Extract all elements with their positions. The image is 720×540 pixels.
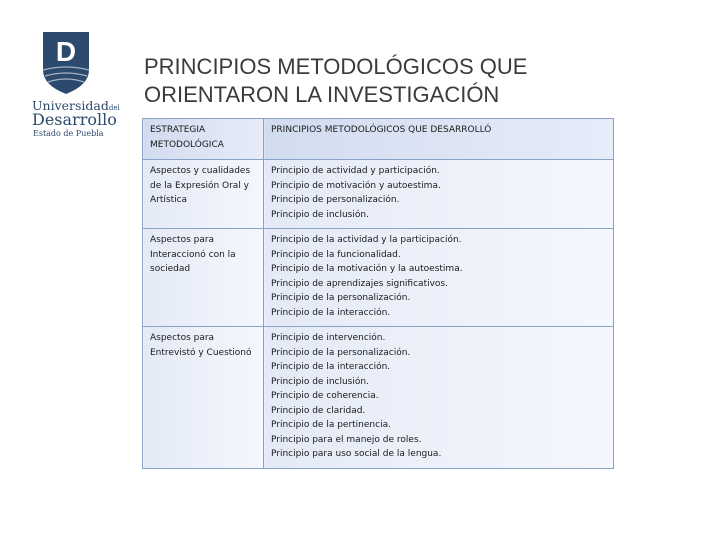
- logo-line-estado: Estado de Puebla: [33, 129, 104, 138]
- principle-item: Principio de coherencia.: [271, 391, 379, 401]
- logo-line-desarrollo: Desarrollo: [32, 110, 117, 129]
- logo-del: del: [108, 104, 120, 112]
- principle-item: Principio de motivación y autoestima.: [271, 180, 441, 191]
- principle-item: Principio de actividad y participación.: [271, 166, 440, 176]
- principles-cell: [264, 229, 614, 327]
- header-principles: PRINCIPIOS METODOLÓGICOS QUE DESARROLLÓ: [264, 119, 614, 160]
- logo-line-universidad: Universidaddel: [32, 98, 120, 113]
- title-line-1: PRINCIPIOS METODOLÓGICOS QUE: [144, 54, 528, 79]
- strategy-cell: Aspectos para Interaccionó con la sociedad: [143, 229, 264, 327]
- principle-item: Principio para uso social de la lengua.: [271, 449, 442, 459]
- principle-item: Principio de la pertinencia.: [271, 420, 391, 430]
- shield-d-icon: [41, 30, 91, 96]
- principle-item: Principio de aprendizajes significativos.: [271, 278, 448, 289]
- principles-cell: [264, 327, 614, 469]
- title-line-2: ORIENTARON LA INVESTIGACIÓN: [144, 82, 500, 107]
- principle-item: Principio de inclusión.: [271, 376, 369, 387]
- principle-item: Principio de la interacción.: [271, 307, 391, 318]
- principle-item: Principio de la funcionalidad.: [271, 249, 401, 260]
- slide-title: [144, 53, 684, 109]
- principles-table: [142, 118, 614, 469]
- principle-item: Principio de la personalización.: [271, 347, 411, 358]
- strategy-cell: Aspectos y cualidades de la Expresión Oral y Artística: [143, 160, 264, 229]
- table-header-row: [143, 119, 614, 160]
- logo-monogram: D: [55, 36, 77, 67]
- principle-item: Principio de inclusión.: [271, 209, 369, 220]
- header-strategy: ESTRATEGIA METODOLÓGICA: [143, 119, 264, 160]
- university-logo: [30, 30, 120, 140]
- principle-item: Principio de la personalización.: [271, 293, 411, 303]
- principle-item: Principio de intervención.: [271, 333, 386, 343]
- table-row: [143, 327, 614, 469]
- principle-item: Principio de la actividad y la participación.: [271, 235, 462, 245]
- principle-item: Principio de la interacción.: [271, 362, 391, 372]
- principle-item: Principio para el manejo de roles.: [271, 434, 422, 445]
- strategy-cell: Aspectos para Entrevistó y Cuestionó: [143, 327, 264, 469]
- table-row: [143, 160, 614, 229]
- principles-cell: [264, 160, 614, 229]
- principle-item: Principio de claridad.: [271, 405, 366, 416]
- principle-item: Principio de personalización.: [271, 195, 400, 205]
- principle-item: Principio de la motivación y la autoestima.: [271, 264, 463, 274]
- table-row: [143, 229, 614, 327]
